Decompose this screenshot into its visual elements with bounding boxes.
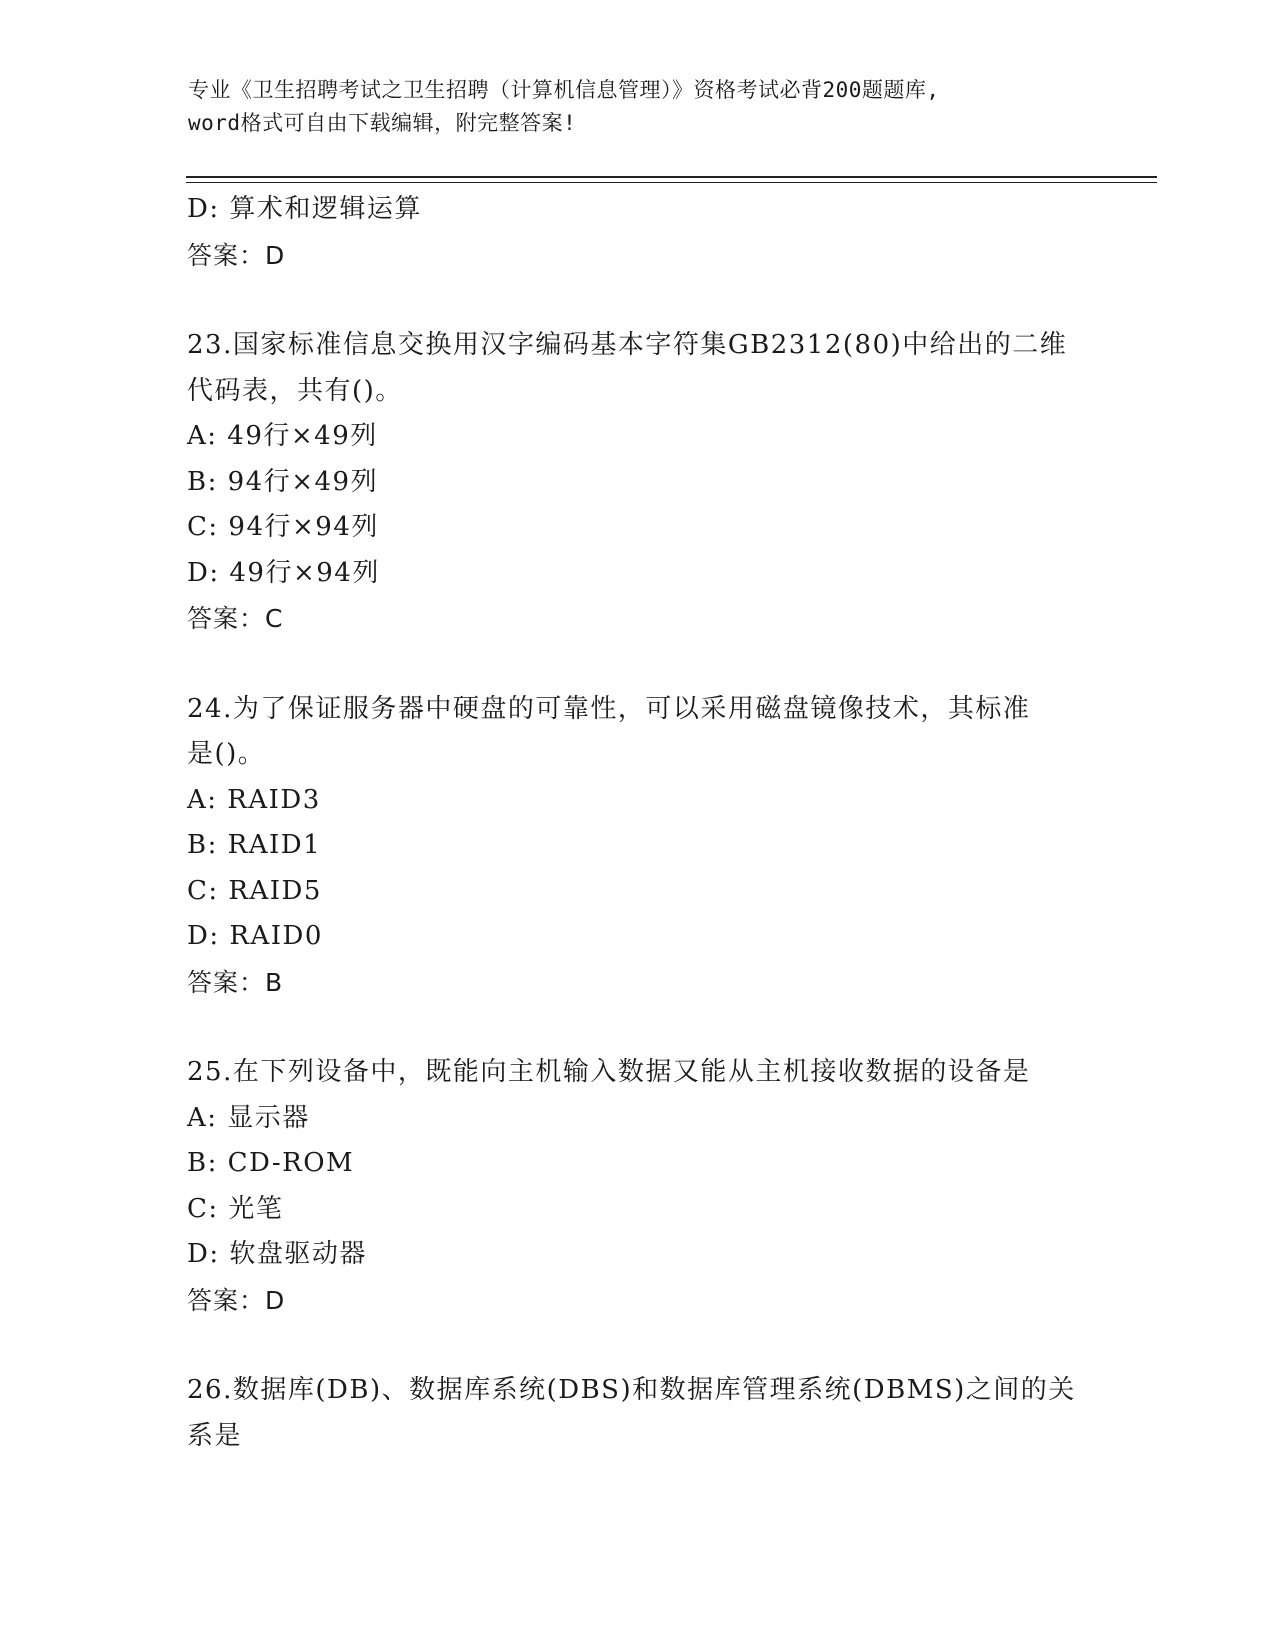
question-list	[187, 187, 1087, 1459]
question-text: 25.在下列设备中，既能向主机输入数据又能从主机接收数据的设备是	[187, 1057, 1031, 1087]
option-b: B: RAID1	[187, 830, 322, 860]
option-d: D: 49行×94列	[187, 557, 380, 588]
question-26	[187, 1368, 1087, 1459]
page-header	[188, 74, 1088, 140]
answer-line: 答案：B	[187, 967, 284, 997]
option-a: A: 49行×49列	[187, 421, 378, 451]
question-24	[187, 687, 1087, 1006]
question-25	[187, 1050, 1087, 1323]
option-c: C: 光笔	[187, 1193, 284, 1224]
option-d: D: RAID0	[187, 921, 323, 951]
question-text-continued: 是()。	[187, 739, 266, 769]
option-b: B: CD-ROM	[187, 1148, 355, 1178]
header-line-2: word格式可自由下载编辑，附完整答案!	[188, 111, 577, 135]
carryover-block	[187, 187, 1087, 278]
option-a: A: RAID3	[187, 784, 321, 815]
question-text: 26.数据库(DB)、数据库系统(DBS)和数据库管理系统(DBMS)之间的关	[187, 1375, 1076, 1405]
answer-line: 答案：D	[187, 1285, 286, 1315]
header-divider-thin	[186, 182, 1157, 183]
question-23	[187, 323, 1087, 642]
option-a: A: 显示器	[187, 1102, 310, 1133]
question-text-continued: 代码表，共有()。	[187, 375, 403, 406]
question-text-continued: 系是	[187, 1420, 243, 1451]
option-d: D: 软盘驱动器	[187, 1239, 367, 1269]
option-d: D: 算术和逻辑运算	[187, 194, 422, 224]
option-b: B: 94行×49列	[187, 466, 379, 497]
option-c: C: 94行×94列	[187, 512, 379, 542]
question-text: 24.为了保证服务器中硬盘的可靠性，可以采用磁盘镜像技术，其标准	[187, 693, 1031, 724]
answer-line: 答案：D	[187, 240, 286, 270]
header-line-1: 专业《卫生招聘考试之卫生招聘（计算机信息管理）》资格考试必背200题题库,	[188, 78, 940, 102]
option-c: C: RAID5	[187, 875, 322, 906]
question-text: 23.国家标准信息交换用汉字编码基本字符集GB2312(80)中给出的二维	[187, 330, 1068, 360]
header-divider-thick	[186, 176, 1157, 178]
answer-line: 答案：C	[187, 604, 284, 633]
